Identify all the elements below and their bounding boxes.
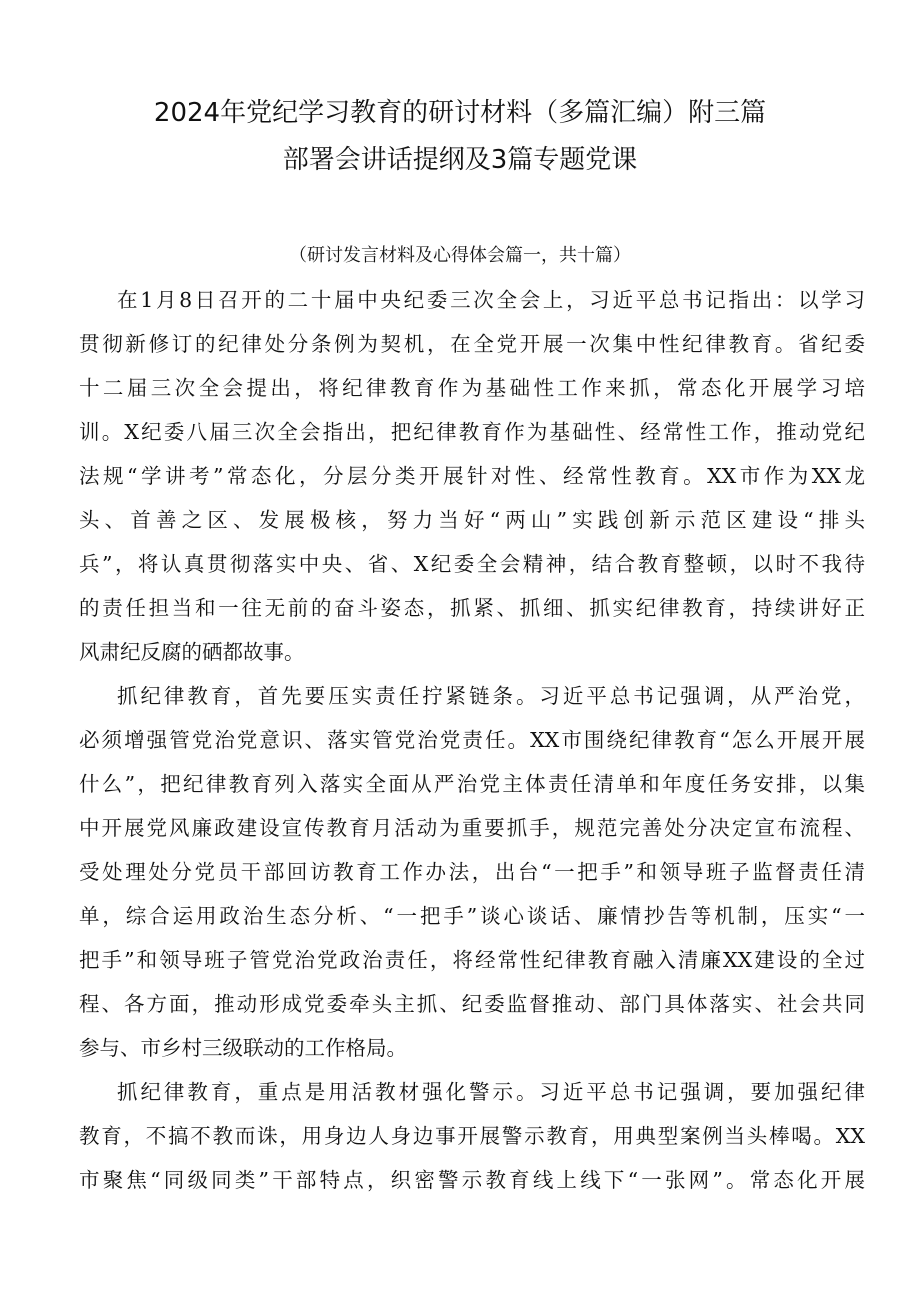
paragraph-2-line-9: 参与、市乡村三级联动的工作格局。 [79,1036,407,1060]
paragraph-3-line-1: 抓纪律教育，重点是用活教材强化警示。习近平总书记强调，要加强纪律 [117,1080,865,1104]
paragraph-2-line-1: 抓纪律教育，首先要压实责任拧紧链条。习近平总书记强调，从严治党， [117,684,865,708]
paragraph-2-line-7: 把手”和领导班子管党治党政治责任，将经常性纪律教育融入清廉XX建设的全过 [79,948,865,972]
paragraph-1-line-3: 十二届三次全会提出，将纪律教育作为基础性工作来抓，常态化开展学习培 [79,376,865,400]
paragraph-1-line-7: 兵”，将认真贯彻落实中央、省、X纪委全会精神，结合教育整顿，以时不我待 [79,552,865,576]
paragraph-1-line-5: 法规“学讲考”常态化，分层分类开展针对性、经常性教育。XX市作为XX龙 [79,464,865,488]
paragraph-1-line-1: 在1月8日召开的二十届中央纪委三次全会上，习近平总书记指出：以学习 [117,288,865,312]
paragraph-2-line-8: 程、各方面，推动形成党委牵头主抓、纪委监督推动、部门具体落实、社会共同 [79,992,865,1016]
paragraph-3-line-2: 教育，不搞不教而诛，用身边人身边事开展警示教育，用典型案例当头棒喝。XX [79,1124,865,1148]
paragraph-2-line-6: 单，综合运用政治生态分析、“一把手”谈心谈话、廉情抄告等机制，压实“一 [79,904,865,928]
paragraph-1-line-8: 的责任担当和一往无前的奋斗姿态，抓紧、抓细、抓实纪律教育，持续讲好正 [79,596,865,620]
paragraph-1-line-2: 贯彻新修订的纪律处分条例为契机，在全党开展一次集中性纪律教育。省纪委 [79,332,865,356]
document-subtitle: （研讨发言材料及心得体会篇一，共十篇） [289,245,631,266]
paragraph-2-line-2: 必须增强管党治党意识、落实管党治党责任。XX市围绕纪律教育“怎么开展开展 [79,728,865,752]
paragraph-1-line-9: 风肃纪反腐的硒都故事。 [79,640,305,664]
paragraph-2-line-3: 什么”，把纪律教育列入落实全面从严治党主体责任清单和年度任务安排，以集 [79,772,865,796]
paragraph-1-line-6: 头、首善之区、发展极核，努力当好“两山”实践创新示范区建设“排头 [79,508,865,532]
paragraph-2-line-4: 中开展党风廉政建设宣传教育月活动为重要抓手，规范完善处分决定宣布流程、 [79,816,865,840]
paragraph-3-line-3: 市聚焦“同级同类”干部特点，织密警示教育线上线下“一张网”。常态化开展 [79,1168,865,1192]
paragraph-1-line-4: 训。X纪委八届三次全会指出，把纪律教育作为基础性、经常性工作，推动党纪 [79,420,865,444]
document-title-line-1: 2024年党纪学习教育的研讨材料（多篇汇编）附三篇 [153,98,767,128]
paragraph-2-line-5: 受处理处分党员干部回访教育工作办法，出台“一把手”和领导班子监督责任清 [79,860,865,884]
document-title-line-2: 部署会讲话提纲及3篇专题党课 [282,145,638,175]
